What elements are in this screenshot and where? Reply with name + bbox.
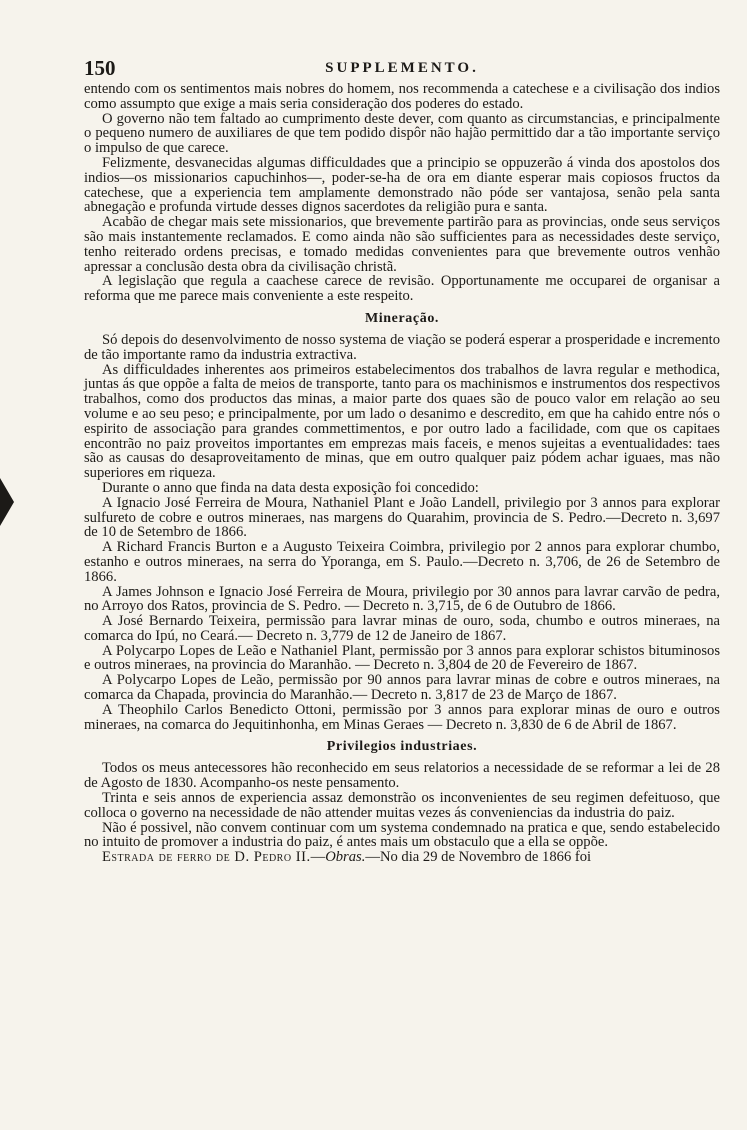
paragraph: Trinta e seis annos de experiencia assaz demonstrão os inconvenientes de seu regimen defeituoso, que colloca o governo na necessidade de não attender muitas vezes ás conveniencias da industria do paiz.: [84, 790, 720, 821]
final-line-lead: Estrada de ferro de D. Pedro II.: [102, 849, 311, 866]
grant-entry: A James Johnson e Ignacio José Ferreira de Moura, privilegio por 30 annos para lavrar carvão de pedra, no Arroyo dos Ratos, provincia de S. Pedro. — Decreto n. 3,715, de 6 de Outubro de 1866.: [84, 583, 720, 615]
final-line: [84, 850, 720, 865]
final-line-rest: —No dia 29 de Novembro de 1866 foi: [365, 849, 592, 866]
paragraph: Não é possivel, não convem continuar com um systema condemnado na pratica e que, sendo estabelecido no intuito de promover a industria do paiz, é antes mais um obstaculo que a ella se oppõe.: [84, 819, 720, 851]
paragraph: Acabão de chegar mais sete missionarios, que brevemente partirão para as provincias, onde seus serviços são mais instantemente reclamados. E como ainda não são sufficientes para as necessidades deste serviço, tenho reiterado ordens precisas, e tomado medidas convenientes para que brevemente outros venhão apressar a conclusão desta obra da civilisação christã.: [84, 214, 720, 275]
grant-entry: A Theophilo Carlos Benedicto Ottoni, permissão por 3 annos para explorar minas de ouro e outros mineraes, na comarca do Jequitinhonha, em Minas Geraes — Decreto n. 3,830 de 6 de Abril de 1867.: [84, 701, 720, 733]
final-line-dash: —: [310, 849, 326, 866]
grant-entry: A Ignacio José Ferreira de Moura, Nathaniel Plant e João Landell, privilegio por 3 annos para explorar sulfureto de cobre e outros mineraes, nas margens do Quarahim, provincia de S. Pedro.—Decreto n. 3,697 de 10 de Setembro de 1866.: [84, 494, 720, 541]
paragraph: A legislação que regula a caachese carece de revisão. Opportunamente me occuparei de organisar a reforma que me parece mais conveniente a este respeito.: [84, 273, 720, 305]
binding-mark: [0, 478, 14, 526]
grant-entry: A Polycarpo Lopes de Leão, permissão por 90 annos para lavrar minas de cobre e outros mineraes, na comarca da Chapada, provincia do Maranhão.— Decreto n. 3,817 de 23 de Março de 1867.: [84, 672, 720, 704]
final-line-italic: Obras.: [325, 849, 366, 866]
grant-entry: A José Bernardo Teixeira, permissão para lavrar minas de ouro, soda, chumbo e outros mineraes, na comarca do Ipú, no Ceará.— Decreto n. 3,779 de 12 de Janeiro de 1867.: [84, 613, 720, 644]
paragraph: O governo não tem faltado ao cumprimento deste dever, com quanto as circumstancias, e principalmente o pequeno numero de auxiliares de que tem podido dispôr não hajão permittido dar a tão importante serviço o impulso de que carece.: [84, 110, 720, 157]
page-number: 150: [84, 56, 116, 80]
paragraph: entendo com os sentimentos mais nobres do homem, nos recommenda a catechese e a civilisação dos indios como assumpto que exige a mais seria consideração dos poderes do estado.: [84, 81, 720, 112]
section-heading-privilegios: Privilegios industriaes.: [326, 739, 478, 755]
page-header: [84, 56, 720, 82]
grant-entry: A Richard Francis Burton e a Augusto Teixeira Coimbra, privilegio por 2 annos para explorar chumbo, estanho e outros mineraes, na serra do Yporanga, em S. Paulo.—Decreto n. 3,706, de 26 de Setembro de 1866.: [84, 539, 720, 585]
paragraph: Todos os meus antecessores hão reconhecido em seus relatorios a necessidade de se reformar a lei de 28 de Agosto de 1830. Acompanho-os neste pensamento.: [84, 760, 720, 792]
paragraph: Durante o anno que finda na data desta exposição foi concedido:: [102, 479, 479, 496]
paragraph: Só depois do desenvolvimento de nosso systema de viação se poderá esperar a prosperidade e incremento de tão importante ramo da industria extractiva.: [84, 331, 720, 363]
page: [84, 56, 720, 865]
grant-entry: A Polycarpo Lopes de Leão e Nathaniel Plant, permissão por 3 annos para explorar schistos bituminosos e outros mineraes, na provincia do Maranhão. — Decreto n. 3,804 de 20 de Fevereiro de 1867.: [84, 642, 720, 674]
paragraph: As difficuldades inherentes aos primeiros estabelecimentos dos trabalhos de lavra regular e methodica, juntas ás que oppõe a falta de meios de transporte, tanto para os machinismos e instrumentos dos respectivos trabalhos, como dos productos das minas, a maior parte dos quaes são de pouco valor em relação ao seu volume e ao seu peso; e principalmente, por um lado o desanimo e descredito, em que ha cahido entre nós o espirito de associação para grandes commettimentos, e por outro lado a facilidade, com que os capitaes encontrão no paiz proveitos importantes em emprezas mais faceis, e menos sujeitas a eventualidades: taes são as causas do desaproveitamento de minas, que em outro qualquer paiz pódem achar iguaes, mas não superiores em riqueza.: [84, 361, 720, 482]
paragraph: Felizmente, desvanecidas algumas difficuldades que a principio se oppuzerão á vinda dos apostolos dos indios—os missionarios capuchinhos—, poder-se-ha de ora em diante esperar mais copiosos fructos da catechese, que a experiencia tem amplamente demonstrado não póde ser vantajosa, senão pela santa abnegação e profunda virtude desses dignos sacerdotes da religião pura e santa.: [84, 154, 720, 216]
running-title: SUPPLEMENTO.: [325, 60, 479, 76]
section-heading-mineracao: Mineração.: [364, 310, 440, 326]
